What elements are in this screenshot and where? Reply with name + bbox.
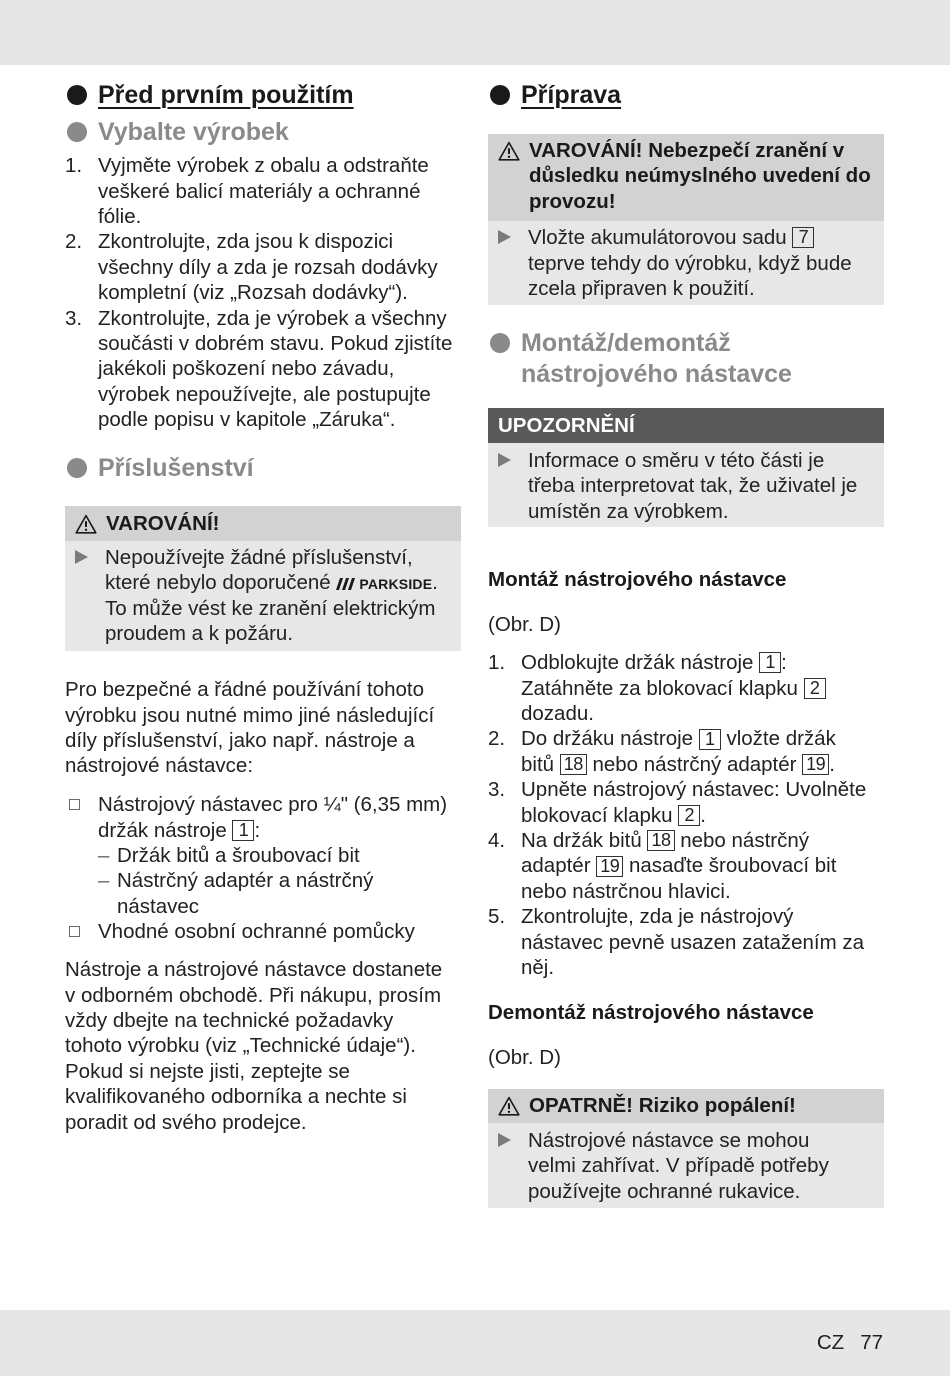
text-run: teprve tehdy do výrobku, když bude — [528, 251, 852, 275]
text-line — [65, 753, 461, 778]
text-line — [105, 545, 461, 570]
list-item — [65, 153, 461, 229]
text-run: jakékoli poškození nebo závadu, — [98, 357, 395, 381]
arrow-bullet-icon — [75, 550, 88, 564]
sub-item-text — [117, 843, 461, 868]
page-footer — [817, 1330, 883, 1355]
text-run: : — [254, 818, 261, 842]
text-line — [98, 919, 461, 944]
text-run: . — [432, 571, 438, 595]
text-run: nebo nástrčný adaptér — [586, 752, 803, 776]
list-item — [488, 777, 884, 828]
text-run: Upněte nástrojový nástavec: Uvolněte — [521, 778, 867, 802]
text-run: velmi zahřívat. V případě potřeby — [528, 1154, 829, 1178]
list-item — [488, 650, 884, 726]
text-line — [98, 204, 461, 229]
subheading-accessories — [65, 453, 461, 484]
part-number-ref: 1 — [699, 729, 721, 750]
text-run: vložte držák — [720, 727, 836, 751]
item-text — [98, 919, 461, 944]
dash-bullet: – — [98, 869, 110, 893]
mount-steps-list — [488, 650, 884, 980]
text-line — [98, 792, 461, 817]
list-item — [488, 726, 884, 777]
text-line — [521, 828, 884, 853]
note-box-header: UPOZORNĚNÍ — [488, 408, 884, 443]
part-number-ref: 19 — [802, 754, 829, 775]
text-run: podle popisu v kapitole „Záruka“. — [98, 408, 396, 432]
list-item — [65, 229, 461, 305]
dismount-heading: Demontáž nástrojového nástavce — [488, 1001, 814, 1025]
step-number: 1. — [488, 651, 506, 675]
warning-box-header — [488, 134, 884, 221]
text-run: Nástroje a nástrojové nástavce dostanete — [65, 958, 443, 982]
text-run: kompletní (viz „Rozsah dodávky“). — [98, 281, 408, 305]
text-run: Zkontrolujte, zda je nástrojový — [521, 905, 794, 929]
text-line — [521, 726, 884, 751]
dash-bullet: – — [98, 844, 110, 868]
text-line — [98, 153, 461, 178]
text-run: bitů — [521, 752, 560, 776]
caution-box-body — [488, 1123, 884, 1208]
text-line — [98, 356, 461, 381]
text-line — [65, 1033, 461, 1058]
header-band — [0, 0, 950, 65]
text-line — [529, 189, 884, 214]
text-line — [65, 677, 461, 702]
text-run: třeba interpretovat tak, že uživatel je — [528, 474, 858, 498]
section-heading-preparation — [488, 79, 884, 111]
language-code: CZ — [816, 1331, 845, 1355]
step-number: 3. — [488, 778, 506, 802]
step-text — [98, 229, 461, 305]
text-run: Odblokujte držák nástroje — [521, 651, 760, 675]
subheading-title: Příslušenství — [98, 453, 254, 482]
text-run: které nebylo doporučené — [105, 571, 337, 595]
step-text — [521, 828, 884, 904]
accessories-checklist — [65, 792, 461, 944]
subheading-assembly — [488, 328, 884, 390]
list-item — [65, 306, 461, 433]
section-title: Příprava — [521, 80, 622, 109]
text-run: . — [700, 803, 706, 827]
part-number-ref: 18 — [560, 754, 587, 775]
arrow-bullet-icon — [498, 230, 511, 244]
text-run: držák nástroje — [98, 818, 233, 842]
subheading-title: Vybalte výrobek — [98, 117, 289, 146]
text-run: adaptér — [521, 854, 597, 878]
text-run: díly příslušenství, jako např. nástroje a — [65, 729, 415, 753]
text-run: součásti v dobrém stavu. Pokud zjistíte — [98, 332, 453, 356]
part-number-ref: 2 — [804, 678, 826, 699]
paragraph-text — [65, 677, 461, 779]
arrow-bullet-icon — [498, 453, 511, 467]
text-run: v odborném obchodě. Při nákupu, prosím — [65, 983, 442, 1007]
subheading-title — [521, 328, 884, 390]
step-number: 2. — [488, 727, 506, 751]
text-run: nástrojového nástavce — [521, 359, 792, 388]
text-line — [117, 843, 461, 868]
warning-text — [528, 225, 884, 301]
text-run: poradit od svého prodejce. — [65, 1110, 307, 1134]
text-run: vždy dbejte na technické požadavky — [65, 1009, 394, 1033]
text-line — [98, 179, 461, 204]
text-run: Do držáku nástroje — [521, 727, 699, 751]
text-line — [521, 955, 884, 980]
warning-box-header — [65, 506, 461, 541]
text-line — [528, 473, 884, 498]
warning-title — [529, 138, 884, 214]
text-line — [521, 777, 884, 802]
text-line — [529, 138, 884, 163]
text-line — [528, 448, 884, 473]
text-run: . — [829, 752, 835, 776]
text-run: zcela připraven k použití. — [528, 276, 755, 300]
step-text — [521, 777, 884, 828]
text-line — [521, 701, 884, 726]
mount-heading: Montáž nástrojového nástavce — [488, 568, 787, 592]
text-line — [521, 879, 884, 904]
text-line — [65, 957, 461, 982]
note-box — [488, 408, 884, 527]
text-run: Vložte akumulátorovou sadu — [528, 226, 793, 250]
text-run: Vyjměte výrobek z obalu a odstraňte — [98, 154, 429, 178]
caution-title: OPATRNĚ! Riziko popálení! — [529, 1094, 796, 1117]
text-run: Zkontrolujte, zda je výrobek a všechny — [98, 306, 447, 330]
text-line — [528, 1179, 884, 1204]
text-line — [98, 306, 461, 331]
accessories-outro-paragraph — [65, 957, 461, 1135]
caution-box — [488, 1089, 884, 1208]
part-number-ref: 19 — [596, 856, 623, 877]
bullet-icon — [490, 85, 510, 105]
step-number: 1. — [65, 154, 83, 178]
warning-icon — [498, 141, 520, 161]
step-text — [98, 153, 461, 229]
text-run: Nástrojové nástavce se mohou — [528, 1129, 810, 1152]
part-number-ref: 2 — [678, 805, 700, 826]
warning-box — [488, 134, 884, 305]
text-run: nástavec — [117, 894, 200, 918]
unpack-steps-list — [65, 153, 461, 432]
text-run: nebo nástrčnou hlavici. — [521, 879, 731, 903]
text-run: Vhodné osobní ochranné pomůcky — [98, 920, 415, 944]
text-line — [98, 229, 461, 254]
arrow-bullet-icon — [498, 1133, 511, 1147]
warning-icon — [75, 514, 97, 534]
text-line — [98, 331, 461, 356]
list-item — [488, 828, 884, 904]
checkbox-bullet-icon — [69, 926, 80, 937]
text-line — [98, 407, 461, 432]
item-text — [98, 792, 461, 843]
accessories-intro-paragraph — [65, 677, 461, 779]
text-line — [521, 328, 884, 359]
text-run: fólie. — [98, 205, 142, 229]
note-box-body — [488, 443, 884, 527]
text-line — [521, 904, 884, 929]
bullet-icon — [67, 458, 87, 478]
text-line — [528, 1153, 884, 1178]
bullet-icon — [490, 333, 510, 353]
footer-band — [0, 1310, 950, 1376]
text-line — [98, 818, 461, 843]
parkside-logo — [336, 570, 432, 597]
text-run: To může vést ke zranění elektrickým — [105, 596, 436, 620]
text-run: výrobku jsou nutné mimo jiné následující — [65, 703, 435, 727]
warning-box-body — [488, 221, 884, 305]
text-line — [65, 728, 461, 753]
text-line — [65, 1110, 461, 1135]
text-line — [528, 225, 884, 250]
warning-box — [65, 506, 461, 651]
text-run: Na držák bitů — [521, 829, 648, 853]
text-run: důsledku neúmyslného uvedení do — [529, 164, 871, 188]
figure-reference: (Obr. D) — [488, 1046, 561, 1070]
text-line — [117, 894, 461, 919]
checkbox-bullet-icon — [69, 799, 80, 810]
text-line — [528, 276, 884, 301]
text-run: Držák bitů a šroubovací bit — [117, 844, 360, 868]
text-line — [65, 703, 461, 728]
text-run: Pro bezpečné a řádné používání tohoto — [65, 678, 425, 702]
text-run: něj. — [521, 955, 555, 979]
step-number: 4. — [488, 829, 506, 853]
text-run: VAROVÁNÍ! Nebezpečí zranění v — [529, 139, 845, 162]
step-text — [521, 650, 884, 726]
text-line — [65, 1059, 461, 1084]
note-text — [528, 448, 884, 524]
text-run: kvalifikovaného odborníka a nechte si — [65, 1085, 407, 1109]
text-line — [98, 255, 461, 280]
step-text — [521, 904, 884, 980]
subheading-unpack — [65, 117, 461, 148]
text-run: umístěn za výrobkem. — [528, 499, 729, 523]
text-line — [521, 650, 884, 675]
text-line — [105, 621, 461, 646]
text-run: tohoto výrobku (viz „Technické údaje“). — [65, 1034, 416, 1058]
sub-list-item — [98, 843, 461, 868]
text-line — [65, 1084, 461, 1109]
text-run: používejte ochranné rukavice. — [528, 1179, 801, 1203]
page-number: 77 — [860, 1331, 883, 1355]
text-line — [529, 163, 884, 188]
text-run: Montáž/demontáž — [521, 328, 731, 357]
text-run: dozadu. — [521, 702, 594, 726]
warning-title: VAROVÁNÍ! — [106, 511, 220, 535]
text-run: Zatáhněte za blokovací klapku — [521, 676, 804, 700]
warning-text — [105, 545, 461, 647]
bullet-icon — [67, 85, 87, 105]
step-number: 3. — [65, 306, 83, 330]
text-line — [528, 1128, 884, 1153]
part-number-ref: 1 — [232, 820, 254, 841]
step-text — [521, 726, 884, 777]
text-run: Pokud si nejste jisti, zeptejte se — [65, 1059, 350, 1083]
logo-slashes-icon — [336, 578, 355, 590]
step-number: 5. — [488, 905, 506, 929]
paragraph-text — [65, 957, 461, 1135]
warning-icon — [498, 1096, 520, 1116]
text-line — [521, 676, 884, 701]
text-run: : — [781, 651, 787, 675]
caution-text — [528, 1128, 884, 1204]
text-run: blokovací klapku — [521, 803, 679, 827]
text-run: všechny díly a zda je rozsah dodávky — [98, 255, 438, 279]
text-line — [521, 930, 884, 955]
text-run: proudem a k požáru. — [105, 622, 294, 646]
list-item — [65, 919, 461, 944]
step-number: 2. — [65, 230, 83, 254]
part-number-ref: 18 — [647, 830, 674, 851]
warning-box-body — [65, 541, 461, 651]
text-run: nasaďte šroubovací bit — [623, 854, 837, 878]
text-line — [105, 570, 461, 595]
logo-wordmark: PARKSIDE — [359, 576, 433, 593]
list-item — [65, 792, 461, 919]
text-run: nebo nástrčný — [674, 829, 809, 853]
caution-box-header — [488, 1089, 884, 1123]
section-heading-before-first-use — [65, 79, 461, 111]
text-line — [65, 1008, 461, 1033]
section-title: Před prvním použitím — [98, 80, 354, 109]
text-run: nástrojové nástavce: — [65, 754, 254, 778]
step-text — [98, 306, 461, 433]
part-number-ref: 1 — [759, 652, 781, 673]
text-line — [98, 280, 461, 305]
figure-reference: (Obr. D) — [488, 613, 561, 637]
text-line — [528, 251, 884, 276]
text-run: veškeré balicí materiály a ochranné — [98, 179, 421, 203]
text-run: nástavec pevně usazen zatažením za — [521, 930, 865, 954]
text-run: výrobek nepoužívejte, ale postupujte — [98, 382, 431, 406]
sub-list-item — [98, 868, 461, 919]
bullet-icon — [67, 122, 87, 142]
text-line — [117, 868, 461, 893]
text-line — [528, 499, 884, 524]
text-line — [521, 752, 884, 777]
text-line — [521, 853, 884, 878]
text-line — [105, 596, 461, 621]
text-run: Nástrčný adaptér a nástrčný — [117, 869, 374, 893]
text-line — [98, 382, 461, 407]
text-run: Informace o směru v této části je — [528, 449, 825, 472]
text-run: Nástrojový nástavec pro ¼" (6,35 mm) — [98, 793, 448, 817]
list-item — [488, 904, 884, 980]
sub-item-text — [117, 868, 461, 919]
text-run: Nepoužívejte žádné příslušenství, — [105, 546, 413, 569]
text-line — [65, 983, 461, 1008]
text-run: provozu! — [529, 189, 616, 213]
part-number-ref: 7 — [792, 227, 814, 248]
text-run: Zkontrolujte, zda jsou k dispozici — [98, 230, 394, 254]
text-line — [521, 803, 884, 828]
text-line — [521, 359, 884, 390]
